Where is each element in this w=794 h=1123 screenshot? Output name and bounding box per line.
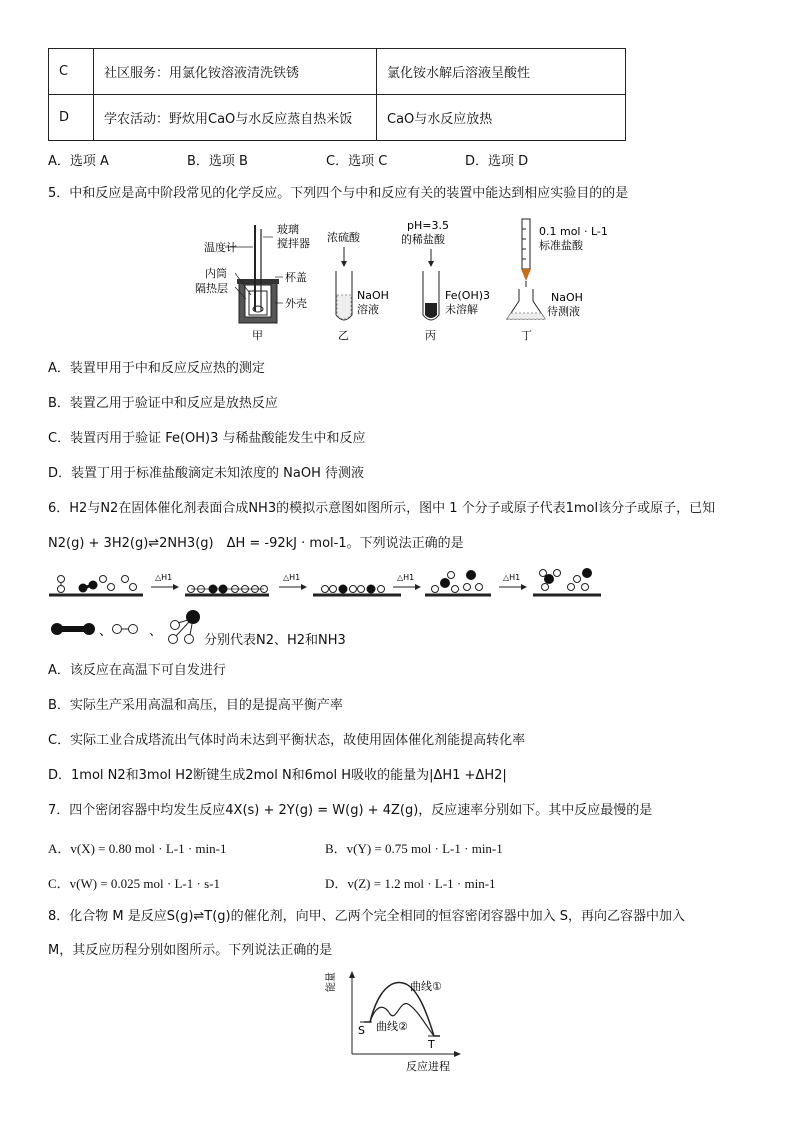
q8-energy-diagram bbox=[326, 970, 470, 1075]
q7-stem: 7．四个密闭容器中均发生反应4X(s) + 2Y(g) = W(g) + 4Z(g)，反应速率分别如下。其中反应最慢的是 bbox=[48, 803, 653, 818]
legend-separator-1: 、 bbox=[99, 624, 113, 639]
curve-2-label: 曲线② bbox=[376, 1020, 408, 1033]
q6-mechanism-figure bbox=[45, 565, 625, 605]
label-std-hcl: 标准盐酸 bbox=[539, 239, 583, 252]
label-bing: 丙 bbox=[425, 329, 436, 342]
label-stirrer-1: 玻璃 bbox=[277, 223, 299, 236]
label-ph: pH=3.5 bbox=[407, 219, 449, 232]
label-analyte: 待测液 bbox=[547, 305, 580, 318]
row-principle: CaO与水反应放热 bbox=[377, 95, 626, 141]
label-inner: 内筒 bbox=[205, 267, 227, 280]
label-solution: 溶液 bbox=[357, 303, 379, 316]
titration-ding bbox=[507, 219, 608, 342]
row-label: C bbox=[49, 49, 94, 95]
label-stirrer-2: 搅拌器 bbox=[277, 237, 310, 250]
label-conc-acid: 浓硫酸 bbox=[327, 231, 360, 244]
arrow-label-4: △H1 bbox=[503, 573, 521, 582]
q7-option-d[interactable]: D．v(Z) = 1.2 mol · L-1 · min-1 bbox=[325, 876, 496, 891]
label-ding: 丁 bbox=[521, 329, 532, 342]
arrow-label-1: △H1 bbox=[155, 573, 173, 582]
label-jia: 甲 bbox=[252, 329, 263, 342]
q5-option-a[interactable]: A．装置甲用于中和反应反应热的测定 bbox=[48, 361, 265, 376]
q8-stem-line1: 8．化合物 M 是反应S(g)⇌T(g)的催化剂，向甲、乙两个完全相同的恒容密闭容器中加入 S，再向乙容器中加入 bbox=[48, 909, 686, 924]
label-feoh3: Fe(OH)3 bbox=[445, 289, 491, 302]
table-row bbox=[49, 49, 626, 95]
row-activity: 学农活动：野炊用CaO与水反应蒸自热米饭 bbox=[94, 95, 377, 141]
q5-option-c[interactable]: C．装置丙用于验证 Fe(OH)3 与稀盐酸能发生中和反应 bbox=[48, 431, 366, 446]
arrow-3 bbox=[393, 573, 421, 590]
q6-option-b[interactable]: B．实际生产采用高温和高压，目的是提高平衡产率 bbox=[48, 698, 343, 713]
stage-2 bbox=[185, 585, 269, 596]
q7-option-c[interactable]: C．v(W) = 0.025 mol · L-1 · s-1 bbox=[48, 876, 220, 891]
arrow-1 bbox=[151, 573, 179, 590]
label-lid: 杯盖 bbox=[285, 271, 307, 284]
start-label: S bbox=[358, 1024, 365, 1037]
label-naoh-ding: NaOH bbox=[551, 291, 583, 304]
row-label: D bbox=[49, 95, 94, 141]
label-yi: 乙 bbox=[338, 329, 349, 342]
q6-option-c[interactable]: C．实际工业合成塔流出气体时尚未达到平衡状态，故使用固体催化剂能提高转化率 bbox=[48, 733, 526, 748]
q5-apparatus-figure bbox=[195, 215, 615, 345]
stage-4 bbox=[425, 570, 491, 595]
table-row bbox=[49, 95, 626, 141]
y-axis-label: 能量 bbox=[326, 972, 337, 992]
q4-option-c[interactable]: C．选项 C bbox=[326, 154, 388, 169]
q8-stem-line2: M，其反应历程分别如图所示。下列说法正确的是 bbox=[48, 943, 333, 958]
q4-option-b[interactable]: B．选项 B bbox=[187, 154, 248, 169]
q5-option-d[interactable]: D．装置丁用于标准盐酸滴定未知浓度的 NaOH 待测液 bbox=[48, 466, 364, 481]
options-table bbox=[48, 48, 626, 141]
row-principle: 氯化铵水解后溶液呈酸性 bbox=[377, 49, 626, 95]
tube-bing bbox=[401, 219, 490, 342]
h2-molecule-icon bbox=[113, 625, 138, 634]
calorimeter-jia bbox=[195, 222, 310, 342]
row-activity: 社区服务：用氯化铵溶液清洗铁锈 bbox=[94, 49, 377, 95]
q7-option-b[interactable]: B．v(Y) = 0.75 mol · L-1 · min-1 bbox=[325, 841, 503, 856]
q4-option-a[interactable]: A．选项 A bbox=[48, 154, 109, 169]
end-label: T bbox=[428, 1038, 435, 1051]
curve-1-label: 曲线① bbox=[410, 980, 442, 993]
stage-5 bbox=[533, 568, 601, 595]
label-undissolved: 未溶解 bbox=[445, 303, 478, 316]
label-insulation: 隔热层 bbox=[195, 282, 228, 295]
arrow-2 bbox=[279, 573, 307, 590]
label-naoh: NaOH bbox=[357, 289, 389, 302]
nh3-molecule-icon bbox=[169, 610, 201, 644]
q6-option-d[interactable]: D．1mol N2和3mol H2断键生成2mol N和6mol H吸收的能量为|ΔH1 +ΔH2| bbox=[48, 768, 507, 783]
q6-option-a[interactable]: A．该反应在高温下可自发进行 bbox=[48, 663, 226, 678]
legend-separator-2: 、 bbox=[149, 624, 163, 639]
tube-yi bbox=[327, 230, 389, 342]
arrow-label-3: △H1 bbox=[397, 573, 415, 582]
arrow-label-2: △H1 bbox=[283, 573, 301, 582]
arrow-4 bbox=[499, 573, 527, 590]
q6-legend-figure bbox=[45, 607, 205, 649]
stage-3 bbox=[313, 585, 401, 596]
q6-stem-line2: N2(g) + 3H2(g)⇌2NH3(g) ΔH = -92kJ · mol-1。下列说法正确的是 bbox=[48, 536, 464, 551]
n2-molecule-icon bbox=[51, 623, 95, 635]
q6-legend-text: 分别代表N2、H2和NH3 bbox=[204, 633, 346, 648]
q5-option-b[interactable]: B．装置乙用于验证中和反应是放热反应 bbox=[48, 396, 278, 411]
label-dilute-hcl: 的稀盐酸 bbox=[401, 233, 445, 246]
stage-1 bbox=[49, 576, 143, 596]
q4-option-d[interactable]: D．选项 D bbox=[465, 154, 529, 169]
label-shell: 外壳 bbox=[285, 297, 307, 310]
x-axis-label: 反应进程 bbox=[406, 1060, 450, 1073]
q7-option-a[interactable]: A．v(X) = 0.80 mol · L-1 · min-1 bbox=[48, 841, 227, 856]
label-concentration: 0.1 mol · L-1 bbox=[539, 225, 608, 238]
label-thermometer: 温度计 bbox=[204, 241, 237, 254]
q6-stem-line1: 6．H2与N2在固体催化剂表面合成NH3的模拟示意图如图所示，图中 1 个分子或原子代表1mol该分子或原子，已知 bbox=[48, 501, 716, 516]
q5-stem: 5．中和反应是高中阶段常见的化学反应。下列四个与中和反应有关的装置中能达到相应实验目的的是 bbox=[48, 186, 629, 201]
